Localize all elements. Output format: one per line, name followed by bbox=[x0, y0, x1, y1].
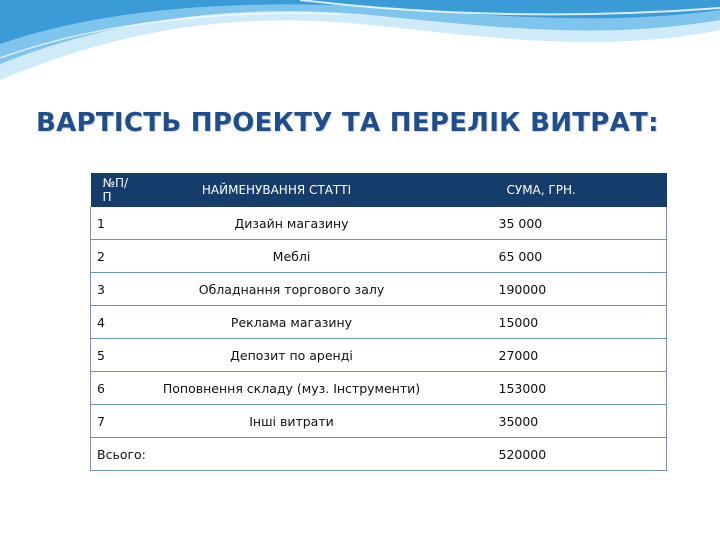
row-sum: 190000 bbox=[498, 281, 547, 297]
header-number: №П/П bbox=[91, 173, 127, 207]
table-row bbox=[91, 240, 667, 273]
header-name: НАЙМЕНУВАННЯ СТАТТІ bbox=[127, 173, 457, 207]
row-sum: 15000 bbox=[498, 314, 539, 330]
row-name: Обладнання торгового залу bbox=[198, 281, 385, 297]
row-sum: 65 000 bbox=[498, 248, 543, 264]
row-sum: 35 000 bbox=[498, 215, 543, 231]
row-number: 1 bbox=[91, 207, 127, 240]
table-row bbox=[91, 273, 667, 306]
table-row bbox=[91, 339, 667, 372]
table-row bbox=[91, 372, 667, 405]
page-title: ВАРТІСТЬ ПРОЕКТУ ТА ПЕРЕЛІК ВИТРАТ: bbox=[36, 108, 659, 138]
row-number: 2 bbox=[91, 240, 127, 273]
row-name: Інші витрати bbox=[249, 413, 334, 429]
row-number: 4 bbox=[91, 306, 127, 339]
row-name: Реклама магазину bbox=[230, 314, 353, 330]
row-sum: 27000 bbox=[498, 347, 539, 363]
row-name: Поповнення складу (муз. Інструменти) bbox=[162, 380, 421, 396]
total-sum: 520000 bbox=[498, 446, 547, 462]
header-sum: СУМА, ГРН. bbox=[457, 173, 667, 207]
row-number: 5 bbox=[91, 339, 127, 372]
total-label: Всього: bbox=[97, 446, 146, 462]
row-number: 6 bbox=[91, 372, 127, 405]
row-number: 7 bbox=[91, 405, 127, 438]
cost-table bbox=[90, 173, 667, 471]
row-name: Дизайн магазину bbox=[234, 215, 349, 231]
row-number: 3 bbox=[91, 273, 127, 306]
table-total-row bbox=[91, 438, 667, 471]
header-wave-decoration bbox=[0, 0, 720, 90]
row-sum: 35000 bbox=[498, 413, 539, 429]
row-name: Меблі bbox=[272, 248, 311, 264]
table-row bbox=[91, 207, 667, 240]
table-row bbox=[91, 306, 667, 339]
row-name: Депозит по аренді bbox=[230, 347, 353, 363]
row-sum: 153000 bbox=[498, 380, 547, 396]
table-header-row bbox=[91, 173, 667, 207]
table-row bbox=[91, 405, 667, 438]
